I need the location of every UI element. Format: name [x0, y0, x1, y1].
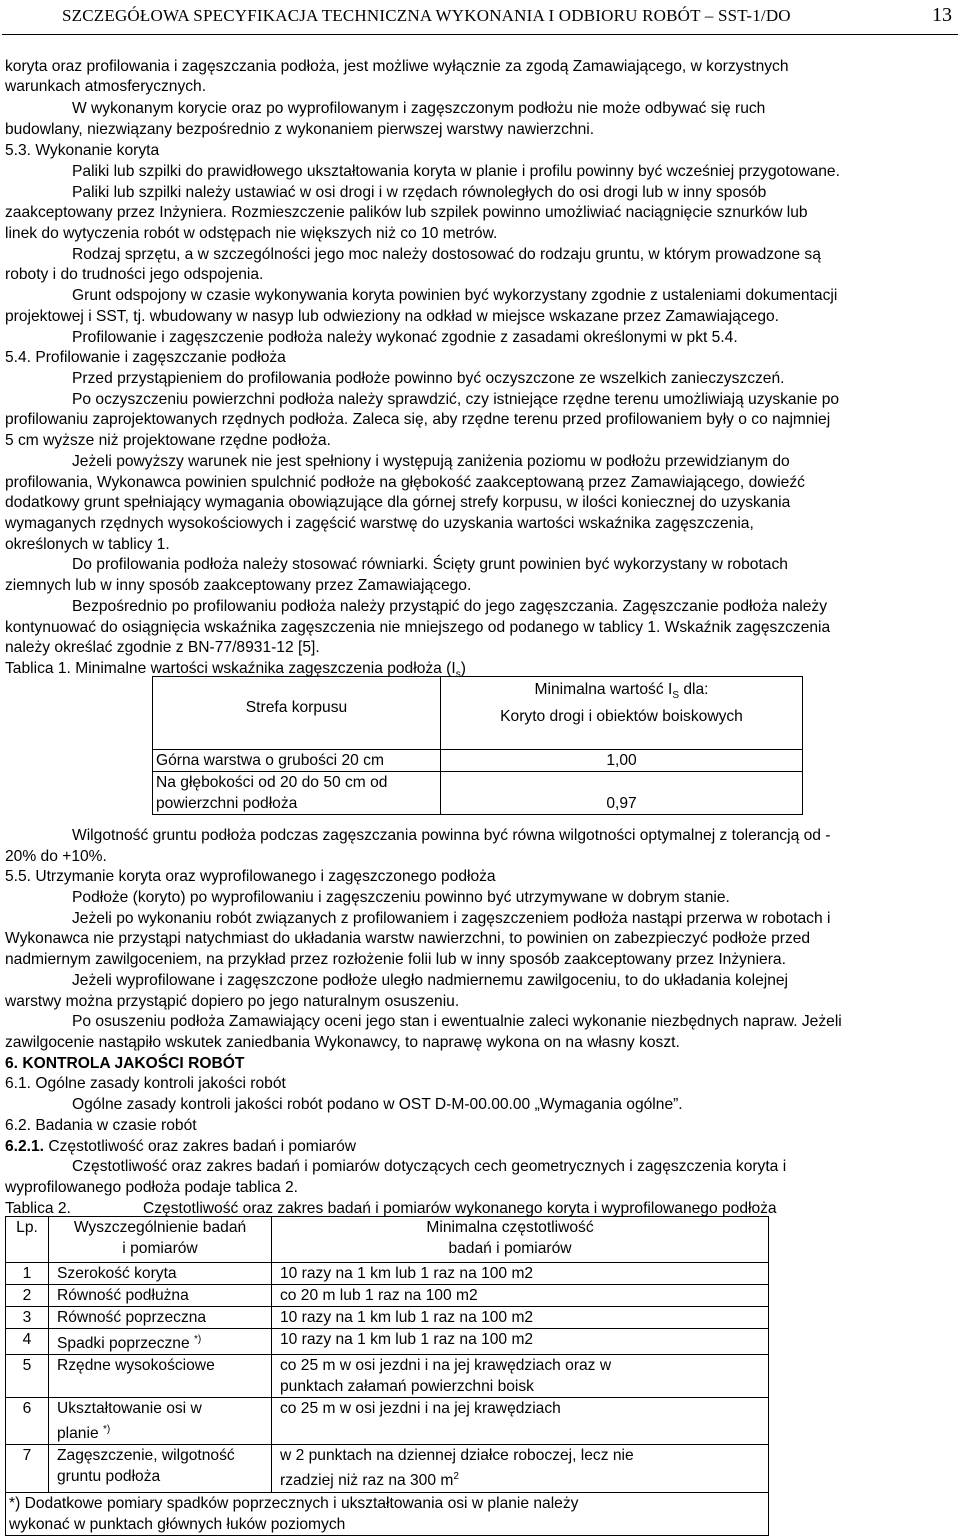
chapter-heading: 6. KONTROLA JAKOŚCI ROBÓT: [5, 1055, 245, 1072]
text-line: W wykonanym korycie oraz po wyprofilowanym i zagęszczonym podłożu nie może odbywać się ruch: [72, 100, 766, 117]
text-line: Do profilowania podłoża należy stosować równiarki. Ścięty grunt powinien być wykorzystany w robotach: [72, 556, 788, 573]
value-cell: 1,00: [441, 750, 803, 772]
text-line: roboty i do trudności jego odspojenia.: [5, 266, 264, 283]
row-item: Ukształtowanie osi w planie *): [49, 1398, 272, 1445]
text-line: Jeżeli po wykonaniu robót związanych z profilowaniem i zagęszczeniem podłoża nastąpi przerwa w robotach i: [72, 910, 831, 927]
header-rule: [2, 34, 958, 35]
page-header: [0, 0, 960, 34]
row-item: Równość poprzeczna: [49, 1307, 272, 1329]
text-line: Ogólne zasady kontroli jakości robót podano w OST D-M-00.00.00 „Wymagania ogólne”.: [72, 1096, 683, 1113]
text-line: Paliki lub szpilki należy ustawiać w osi drogi i w rzędach równoległych do osi drogi lub w inny sposób: [72, 184, 767, 201]
header-cell: Strefa korpusu: [153, 677, 441, 750]
row-frequency: 10 razy na 1 km lub 1 raz na 100 m2: [272, 1329, 769, 1355]
row-item: Zagęszczenie, wilgotność gruntu podłoża: [49, 1445, 272, 1492]
text-line: kontynuować do osiągnięcia wskaźnika zagęszczenia nie mniejszego od podanego w tablicy 1. Wskaźnik zagęszczenia: [5, 619, 831, 636]
subsection-heading: 6.2.1. Częstotliwość oraz zakres badań i pomiarów: [5, 1138, 357, 1155]
table-row: [6, 1263, 769, 1285]
text-line: Wykonawca nie przystąpi natychmiast do układania warstw nawierzchni, to powinien on zabezpieczyć podłoże przed: [5, 930, 811, 947]
row-number: 7: [6, 1445, 49, 1492]
text-line: 5 cm wyższe niż projektowane rzędne podłoża.: [5, 432, 331, 449]
text-line: profilowaniu zaprojektowanych rzędnych podłoża. Zaleca się, aby rzędne terenu przed profilowaniem były o co najmniej: [5, 411, 831, 428]
row-number: 4: [6, 1329, 49, 1355]
text-line: nadmiernym zawilgoceniem, na przykład przez rozłożenie folii lub w inny sposób zaakceptowany przez Inżyniera.: [5, 951, 786, 968]
row-frequency: co 25 m w osi jezdni i na jej krawędziach: [272, 1398, 769, 1445]
text-line: 20% do +10%.: [5, 848, 107, 865]
section-heading: 6.1. Ogólne zasady kontroli jakości robót: [5, 1075, 286, 1092]
text-line: Jeżeli wyprofilowane i zagęszczone podłoże uległo nadmiernemu zawilgoceniu, to do układania kolejnej: [72, 972, 789, 989]
row-item: Szerokość koryta: [49, 1263, 272, 1285]
compaction-table: [152, 676, 803, 815]
text-line: Jeżeli powyższy warunek nie jest spełniony i występują zaniżenia poziomu w podłożu przewidzianym do: [72, 453, 790, 470]
row-number: 3: [6, 1307, 49, 1329]
text-line: profilowania, Wykonawca powinien spulchnić podłoże na głębokość zaakceptowaną przez Zamawiającego, dowieźć: [5, 474, 805, 491]
table-row: [153, 772, 803, 815]
row-item: Spadki poprzeczne *): [49, 1329, 272, 1355]
row-number: 6: [6, 1398, 49, 1445]
text-line: Grunt odspojony w czasie wykonywania koryta powinien być wykorzystany zgodnie z ustaleniami dokumentacji: [72, 287, 838, 304]
text-line: warunkach atmosferycznych.: [5, 78, 207, 95]
section-heading: 5.5. Utrzymanie koryta oraz wyprofilowanego i zagęszczonego podłoża: [5, 868, 496, 885]
measurement-table: [5, 1216, 769, 1536]
table-header-row: [6, 1217, 769, 1263]
text-line: Wilgotność gruntu podłoża podczas zagęszczania powinna być równa wilgotności optymalnej z tolerancją od -: [72, 827, 831, 844]
table-footnote: *) Dodatkowe pomiary spadków poprzecznych i ukształtowania osi w planie należy wykonać w punktach głównych łuków poziomych: [6, 1492, 769, 1535]
row-frequency: co 20 m lub 1 raz na 100 m2: [272, 1285, 769, 1307]
table-row: [6, 1307, 769, 1329]
page-number: 13: [932, 4, 952, 26]
text-line: dodatkowy grunt spełniający wymagania obowiązujące dla górnej strefy korpusu, w ilości koniecznej do uzyskania: [5, 494, 791, 511]
value-cell: 0,97: [441, 772, 803, 815]
text-line: projektowej i SST, tj. wbudowany w nasyp lub odwieziony na odkład w miejsce wskazane przez Zamawiającego.: [5, 308, 779, 325]
document-title: SZCZEGÓŁOWA SPECYFIKACJA TECHNICZNA WYKONANIA I ODBIORU ROBÓT – SST-1/DO: [62, 6, 791, 25]
table-caption-label: Tablica 2.: [5, 1200, 71, 1217]
text-line: wymaganych rzędnych wysokościowych i zagęścić warstwę do uzyskania wartości wskaźnika zagęszczenia,: [5, 515, 754, 532]
row-frequency: 10 razy na 1 km lub 1 raz na 100 m2: [272, 1307, 769, 1329]
table-row: [6, 1285, 769, 1307]
text-line: zaakceptowany przez Inżyniera. Rozmieszczenie palików lub szpilek powinno umożliwiać naciągnięcie sznurków lub: [5, 204, 808, 221]
row-item: Równość podłużna: [49, 1285, 272, 1307]
row-number: 2: [6, 1285, 49, 1307]
header-cell: Wyszczególnienie badań i pomiarów: [49, 1217, 272, 1263]
zone-cell: Na głębokości od 20 do 50 cm od powierzchni podłoża: [153, 772, 441, 815]
table-header-row: [153, 677, 803, 750]
text-line: ziemnych lub w inny sposób zaakceptowany przez Zamawiającego.: [5, 577, 472, 594]
row-frequency: w 2 punktach na dziennej działce roboczej, lecz nie rzadziej niż raz na 300 $m^2$: [272, 1445, 769, 1492]
text-line: warstwy można przystąpić dopiero po jego naturalnym osuszeniu.: [5, 993, 460, 1010]
text-line: zawilgocenie nastąpiło wskutek zaniedbania Wykonawcy, to naprawę wykona on na własny koszt.: [5, 1034, 680, 1051]
text-line: Bezpośrednio po profilowaniu podłoża należy przystąpić do jego zagęszczania. Zagęszczanie podłoża należy: [72, 598, 828, 615]
table-row: [6, 1355, 769, 1398]
table-row: [6, 1398, 769, 1445]
text-line: linek do wytyczenia robót w odstępach nie większych niż co 10 metrów.: [5, 225, 498, 242]
text-line: koryta oraz profilowania i zagęszczania podłoża, jest możliwe wyłącznie za zgodą Zamawiającego, w korzystnych: [5, 58, 789, 75]
header-cell: Minimalna częstotliwość badań i pomiarów: [272, 1217, 769, 1263]
text-line: Przed przystąpieniem do profilowania podłoże powinno być oczyszczone ze wszelkich zanieczyszczeń.: [72, 370, 785, 387]
table-caption-text: Częstotliwość oraz zakres badań i pomiarów wykonanego koryta i wyprofilowanego podłoża: [143, 1200, 777, 1217]
text-line: budowlany, niezwiązany bezpośrednio z wykonaniem pierwszej warstwy nawierzchni.: [5, 121, 595, 138]
text-line: Paliki lub szpilki do prawidłowego ukształtowania koryta w planie i profilu powinny być wcześniej przygotowane.: [72, 163, 840, 180]
header-cell: Lp.: [6, 1217, 49, 1263]
text-line: Rodzaj sprzętu, a w szczególności jego moc należy dostosować do rodzaju gruntu, w którym prowadzone są: [72, 246, 821, 263]
row-item: Rzędne wysokościowe: [49, 1355, 272, 1398]
row-number: 5: [6, 1355, 49, 1398]
row-frequency: co 25 m w osi jezdni i na jej krawędziach oraz w punktach załamań powierzchni boisk: [272, 1355, 769, 1398]
section-heading: 6.2. Badania w czasie robót: [5, 1117, 197, 1134]
row-frequency: 10 razy na 1 km lub 1 raz na 100 m2: [272, 1263, 769, 1285]
table-row: [6, 1445, 769, 1492]
table-caption: Tablica 1. Minimalne wartości wskaźnika zagęszczenia podłoża $(I_s)$: [5, 660, 466, 681]
text-line: określonych w tablicy 1.: [5, 536, 170, 553]
text-line: Po oczyszczeniu powierzchni podłoża należy sprawdzić, czy istniejące rzędne terenu umożliwiają uzyskanie po: [72, 391, 840, 408]
header-cell: Minimalna wartość $I_S$ dla: Koryto drogi i obiektów boiskowych: [441, 677, 803, 750]
zone-cell: Górna warstwa o grubości 20 cm: [153, 750, 441, 772]
text-line: Po osuszeniu podłoża Zamawiający oceni jego stan i ewentualnie zaleci wykonanie niezbędnych napraw. Jeżeli: [72, 1013, 842, 1030]
section-heading: 5.3. Wykonanie koryta: [5, 142, 160, 159]
table-footnote-row: [6, 1492, 769, 1535]
text-line: Profilowanie i zagęszczenie podłoża należy wykonać zgodnie z zasadami określonymi w pkt 5.4.: [72, 329, 738, 346]
text-line: wyprofilowanego podłoża podaje tablica 2.: [5, 1179, 299, 1196]
row-number: 1: [6, 1263, 49, 1285]
text-line: Częstotliwość oraz zakres badań i pomiarów dotyczących cech geometrycznych i zagęszczenia koryta i: [72, 1158, 787, 1175]
text-line: należy określać zgodnie z BN-77/8931-12 [5].: [5, 639, 320, 656]
table-row: [153, 750, 803, 772]
table-row: [6, 1329, 769, 1355]
text-line: Podłoże (koryto) po wyprofilowaniu i zagęszczeniu powinno być utrzymywane w dobrym stanie.: [72, 889, 730, 906]
section-heading: 5.4. Profilowanie i zagęszczanie podłoża: [5, 349, 286, 366]
